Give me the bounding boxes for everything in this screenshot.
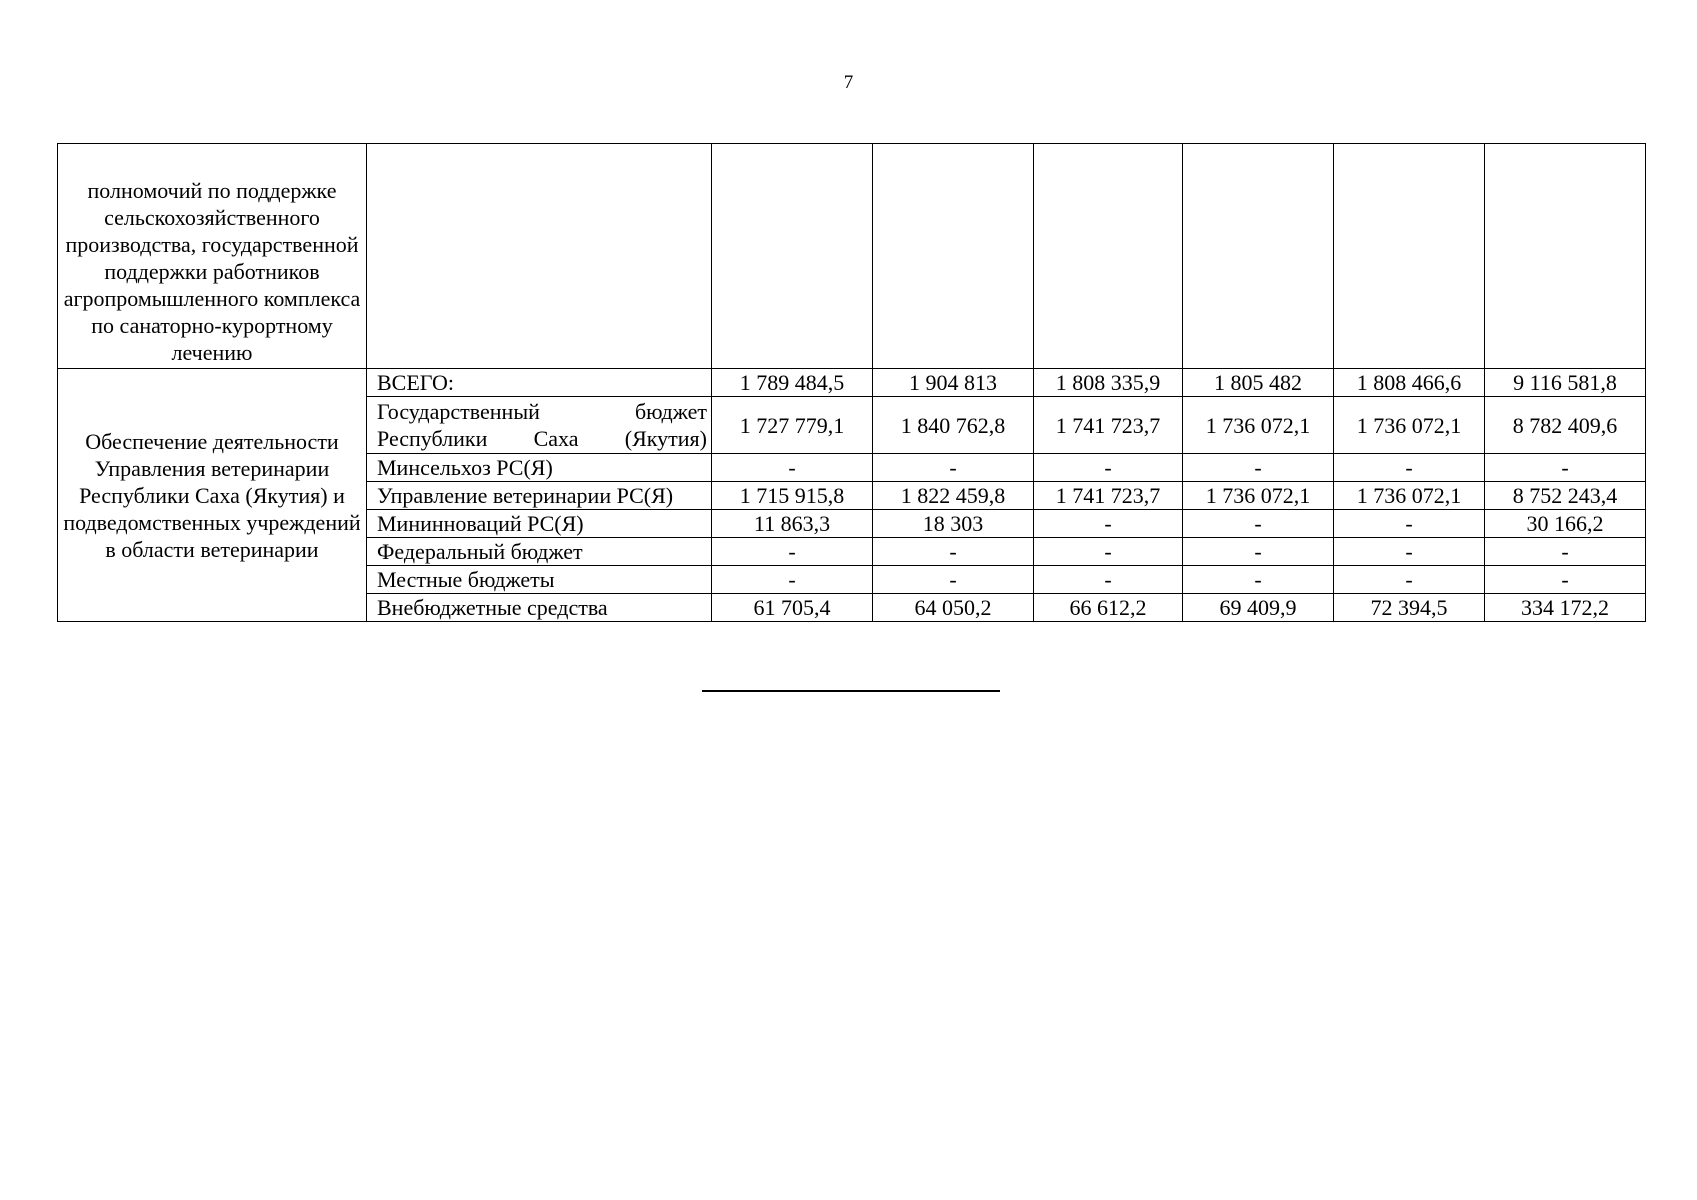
value-cell: 1 808 466,6 — [1334, 369, 1485, 397]
value-cell: 66 612,2 — [1034, 594, 1183, 622]
value-cell: - — [1334, 510, 1485, 538]
value-cell: 1 805 482 — [1183, 369, 1334, 397]
value-cell: - — [712, 566, 873, 594]
value-cell: - — [1485, 566, 1646, 594]
value-cell: 1 789 484,5 — [712, 369, 873, 397]
value-cell: 1 736 072,1 — [1334, 482, 1485, 510]
value-cell: 11 863,3 — [712, 510, 873, 538]
value-cell: - — [1183, 538, 1334, 566]
value-cell: 1 741 723,7 — [1034, 482, 1183, 510]
end-rule — [702, 690, 1000, 692]
program-name: Обеспечение деятельности Управления ветеринарии Республики Саха (Якутия) и подведомственных учреждений в области ветеринарии — [58, 369, 367, 622]
value-cell: - — [1183, 510, 1334, 538]
value-cell: 1 736 072,1 — [1183, 397, 1334, 454]
value-cell: - — [1183, 454, 1334, 482]
value-cell: - — [1485, 454, 1646, 482]
value-cell: - — [1334, 454, 1485, 482]
value-cell: - — [712, 454, 873, 482]
value-cell: 1 741 723,7 — [1034, 397, 1183, 454]
value-cell: - — [1334, 538, 1485, 566]
budget-table — [57, 143, 1646, 622]
funding-source: Минсельхоз РС(Я) — [367, 454, 712, 482]
value-cell: - — [873, 538, 1034, 566]
table-row — [58, 369, 1646, 397]
value-cell: 1 727 779,1 — [712, 397, 873, 454]
value-cell: - — [1485, 538, 1646, 566]
page-number: 7 — [843, 72, 854, 93]
funding-source: Мининноваций РС(Я) — [367, 510, 712, 538]
funding-source: Федеральный бюджет — [367, 538, 712, 566]
value-cell: - — [1034, 538, 1183, 566]
value-cell: - — [1034, 510, 1183, 538]
funding-source: ВСЕГО: — [367, 369, 712, 397]
value-cell: - — [712, 538, 873, 566]
continuation-description: полномочий по поддержке сельскохозяйственного производства, государственной поддержки работников агропромышленного комплекса по санаторно-курортному лечению — [58, 144, 367, 369]
value-cell: - — [1334, 566, 1485, 594]
value-cell: 61 705,4 — [712, 594, 873, 622]
value-cell: 30 166,2 — [1485, 510, 1646, 538]
value-cell: 18 303 — [873, 510, 1034, 538]
funding-source: Государственный бюджет Республики Саха (Якутия) — [367, 397, 712, 454]
continuation-row — [58, 144, 1646, 369]
value-cell: 1 904 813 — [873, 369, 1034, 397]
value-cell: 1 808 335,9 — [1034, 369, 1183, 397]
value-cell: - — [1034, 566, 1183, 594]
value-cell: 1 715 915,8 — [712, 482, 873, 510]
empty-cell — [712, 144, 873, 369]
value-cell: - — [1183, 566, 1334, 594]
value-cell: 1 840 762,8 — [873, 397, 1034, 454]
value-cell: 8 782 409,6 — [1485, 397, 1646, 454]
value-cell: 334 172,2 — [1485, 594, 1646, 622]
empty-cell — [1485, 144, 1646, 369]
empty-cell — [1034, 144, 1183, 369]
value-cell: 69 409,9 — [1183, 594, 1334, 622]
value-cell: 64 050,2 — [873, 594, 1034, 622]
empty-cell — [1334, 144, 1485, 369]
funding-source: Местные бюджеты — [367, 566, 712, 594]
value-cell: 1 736 072,1 — [1334, 397, 1485, 454]
empty-cell — [1183, 144, 1334, 369]
value-cell: 1 822 459,8 — [873, 482, 1034, 510]
value-cell: 72 394,5 — [1334, 594, 1485, 622]
empty-cell — [367, 144, 712, 369]
value-cell: 9 116 581,8 — [1485, 369, 1646, 397]
value-cell: - — [1034, 454, 1183, 482]
value-cell: - — [873, 454, 1034, 482]
funding-source: Внебюджетные средства — [367, 594, 712, 622]
funding-source: Управление ветеринарии РС(Я) — [367, 482, 712, 510]
value-cell: 8 752 243,4 — [1485, 482, 1646, 510]
value-cell: 1 736 072,1 — [1183, 482, 1334, 510]
value-cell: - — [873, 566, 1034, 594]
empty-cell — [873, 144, 1034, 369]
